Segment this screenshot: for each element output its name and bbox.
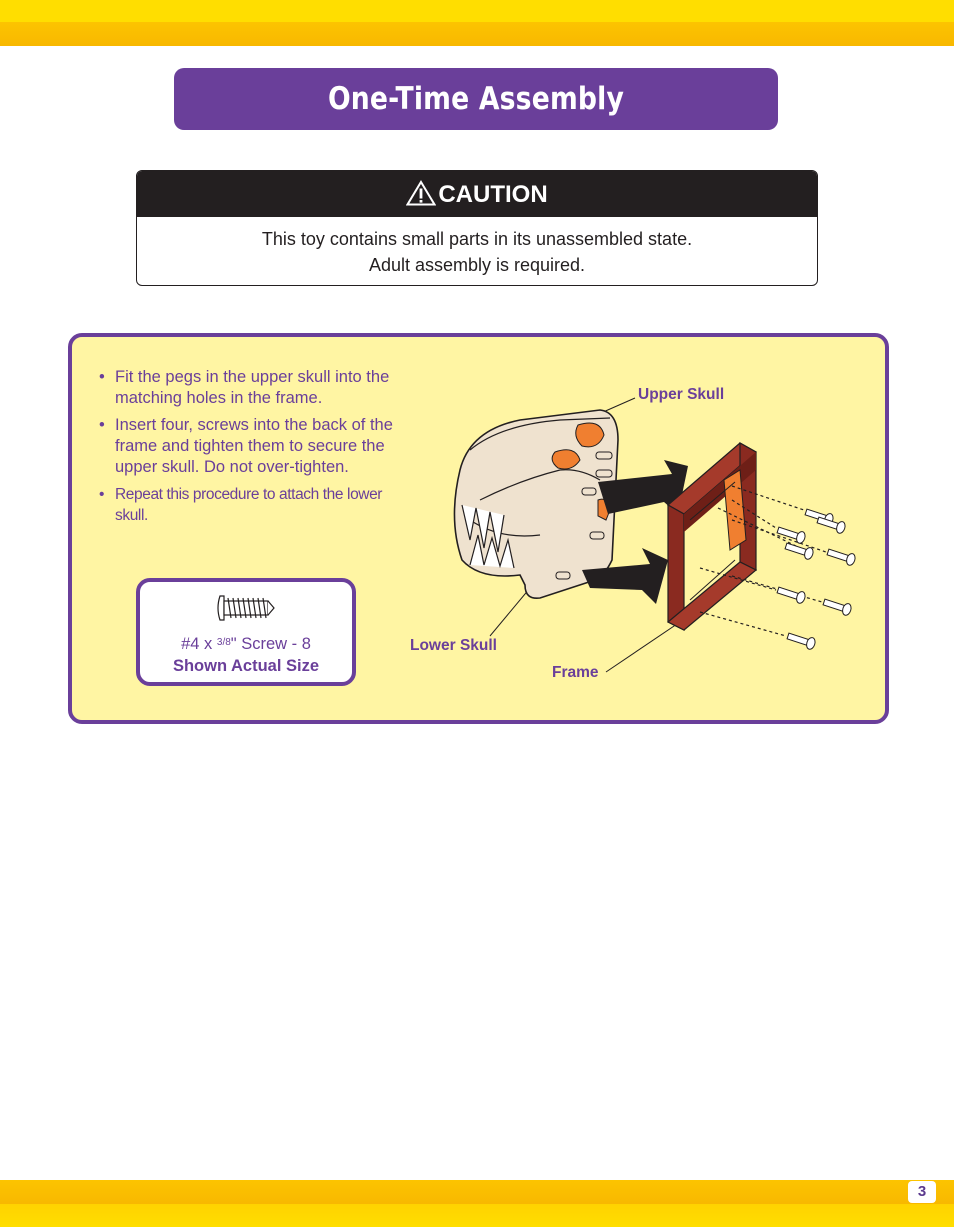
page-number: 3 (908, 1181, 936, 1203)
top-color-band (0, 0, 954, 46)
page-title: One-Time Assembly (327, 81, 625, 117)
caution-header (137, 171, 817, 217)
caution-line-2: Adult assembly is required. (368, 255, 586, 275)
title-banner (174, 68, 778, 130)
caution-heading: CAUTION (438, 181, 548, 208)
assembly-diagram (430, 380, 870, 680)
frame-leader (606, 622, 680, 672)
caution-line-1: This toy contains small parts in its unassembled state. (261, 229, 693, 249)
screw-caption (140, 632, 352, 677)
caution-box (136, 170, 818, 286)
screw-size-numerator: 3 (216, 637, 223, 648)
warning-triangle-icon (406, 180, 436, 206)
instruction-list (96, 367, 416, 532)
screw-callout (136, 578, 356, 686)
screw-note: Shown Actual Size (172, 657, 320, 675)
screw-size: #4 x $^{3/8}$" Screw - 8 (181, 635, 311, 653)
screw-guide-lines (700, 486, 826, 636)
instruction-step-3: • Repeat this procedure to attach the lower skull. (96, 484, 416, 526)
upper-skull-label: Upper Skull (638, 386, 725, 403)
lower-skull-leader (490, 588, 530, 636)
caution-text (137, 217, 817, 278)
instruction-step-2: • Insert four, screws into the back of the frame and tighten them to secure the upper skull. Do not over-tighten. (96, 415, 416, 478)
bottom-color-band (0, 1180, 954, 1227)
screw-size-denominator: 8 (225, 637, 231, 648)
screw-icon (216, 594, 276, 622)
frame-label: Frame (552, 664, 599, 681)
instruction-step-1: • Fit the pegs in the upper skull into the matching holes in the frame. (96, 367, 416, 409)
lower-skull-label: Lower Skull (410, 637, 497, 654)
screws-illustration (776, 506, 856, 650)
